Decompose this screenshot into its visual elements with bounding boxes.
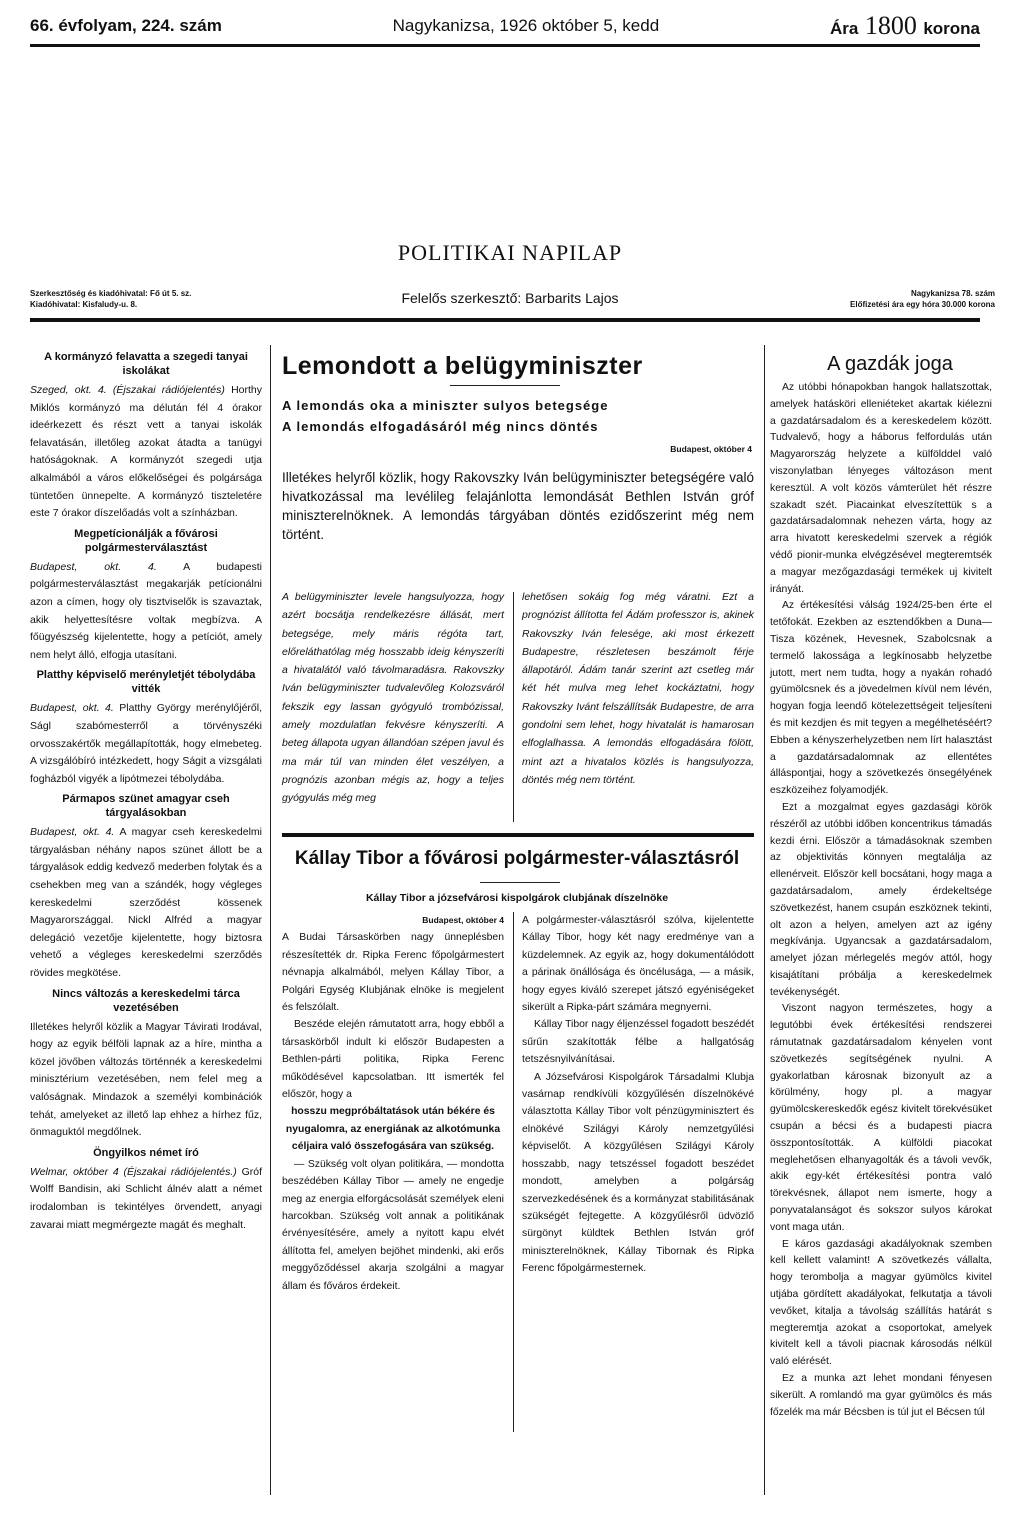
right-text-3: Ezt a mozgalmat egyes gazdasági körök részéről az utóbbi időben koncentrikus támadás kezdi érni. Először a támadásoknak szemben az objektivitás könnyen megtalálja az ellenérveit. Először kell bocsátani, hogy maga a gazdatársadalom, amely érdekeltsége szövetkezést, hanem csupán eszköznek tekinti, olt azon a helyen, amelyen azt az igény megkívánja. Ugyancsak a gazdatársadalom, amelyet józan mérlegelés megóv attól, hogy kisajátítani próbálja a kereskedelmek tevékenységét. — [770, 801, 992, 998]
section-subheadline: Kállay Tibor a józsefvárosi kispolgárok clubjának díszelnöke — [365, 892, 669, 904]
left-lead-4: Budapest, okt. 4. — [30, 826, 115, 839]
place-date: Nagykanizsa, 1926 október 5, kedd — [392, 16, 660, 35]
headline-underline — [450, 385, 560, 386]
masthead-left-notes — [30, 288, 270, 310]
left-text-6: Gróf Wolff Bandisin, aki Schlicht álnév alatt a német irodalomban is tekintélyes örvendett, anyagi zavarai miatt megmérgezte magát és meghalt. — [30, 1165, 262, 1231]
left-text-2: A budapesti polgármesterválasztást megakarják petícionálni azon a címen, hogy oly tisztviselők is szavaztak, akik helyettesítésre voltak megbízva. A főügyészség kijelentette, hogy a petíciót, amely nem helyt álló, elfogja utasítani. — [30, 560, 262, 661]
masthead-rule — [30, 318, 980, 322]
top-rule — [30, 44, 980, 47]
section-col-1 — [282, 912, 504, 1295]
main-inner-divider — [513, 592, 514, 822]
main-lead: Illetékes helyről közlik, hogy Rakovszky Iván belügyminiszter betegségére való hivatkozással ma levélileg felajánlotta lemondását Bethlen István gróf miniszterelnöknek. A lemondás tárgyában döntés ezidőszerint még nem történt. — [282, 470, 754, 542]
left-note-1: Szerkesztőség és kiadóhivatal: Fő út 5. sz. — [30, 289, 192, 298]
main-dateline: Budapest, október 4 — [670, 444, 752, 454]
left-text-4: A magyar cseh kereskedelmi tárgyalásban néhány napos szünet állott be a tárgyalások eddig kedvező mederben folytak és a csehekben meg van a szándék, hogy végleges kereskedelmi szerződést kössenek Magyarországgal. Nickl Alfréd a magyar delegáció vezetője kijelentette, hogy biztosra vehető a végleges kereskedelmi szerződés rövides megkötése. — [30, 826, 262, 980]
left-lead-6: Welmar, október 4 (Éjszakai rádiójelentés.) — [30, 1165, 237, 1178]
editor-line: Felelős szerkesztő: Barbarits Lajos — [401, 290, 619, 306]
masthead-subtitle: POLITIKAI NAPILAP — [397, 240, 623, 265]
right-text-6: Ez a munka azt lehet mondani fényesen sikerült. A romlandó ma gyar gyümölcs és más főzelék ma már Bécsben is túl jut el Bécsen túl — [770, 1373, 992, 1418]
section-inner-divider — [513, 912, 514, 1432]
right-text-1: Az utóbbi hónapokban hangok hallatszottak, amelyek hatásköri elleniéteket akartak kiélezni a gazdatársadalom és a kereskedelem között. Tudvalevő, hogy a háborus felfordulás után Magyarország helyzete a külfölddel való viszonylatban lényeges változáson ment keresztül. A volt közös vámterület hét részre szakadt szét. Piacainkat elveszítettük s a gazdatársadalomnak nehezen várta, hogy az arra hivatott kereskedelmi szervek a régiók védő pionir-munka elvégzésével megteremtsék a magyar mezőgazdasági termékek uj kivitelt irányát. — [770, 382, 992, 595]
main-headline: Lemondott a belügyminiszter — [282, 352, 643, 380]
main-subheadline-1: A lemondás oka a miniszter sulyos betegsége — [282, 398, 609, 413]
price — [830, 11, 980, 41]
left-headline-2: Megpetícionálják a fővárosi polgármesterválasztást — [74, 527, 218, 554]
right-text-2: Az értékesítési válság 1924/25-ben érte el tetőfokát. Ezekben az esztendőkben a Duna—Tisza közének, Hevesnek, Szabolcsnak a termelő lakossága a legkínosabb helyzetbe jutott, mert nem tudta, hogy a nyakán rohadó gyümölcsnek és a jövedelmen kívül nem lévén, hogyan fogja leendő kötelezettségeit teljesíteni és mit kezdjen és mit tegyen a megélhetéséért? Ebben a kényszerhelyzetben nem lírt halasztást a gazdatársadalomnak az ellentétes álláspontjai, hogy a szövetkezés önsegélyének eszközeihez folyamodjék. — [770, 600, 992, 797]
issue-number: 66. évfolyam, 224. szám — [30, 16, 222, 35]
left-column — [30, 346, 262, 1234]
right-text-5: E káros gazdasági akadályoknak szemben kell kellett valamint! A szövetkezés vállalta, hogy terombolja a magyar gyümölcs kivitel utjába gördített akadályokat, felkutatja a távoli vevőket, kitalja a távolság szállítás határát s megteremtja azokat a csoportokat, amelyek kivitelt kell a távoli piacnak károsodás nélkül való elérését. — [770, 1238, 992, 1368]
price-value: 1800 — [864, 11, 917, 40]
left-headline-1: A kormányzó felavatta a szegedi tanyai iskolákat — [44, 351, 248, 377]
section-col2-p3: A Józsefvárosi Kispolgárok Társadalmi Klubja vasárnap rendkívüli közgyűlésén díszelnökévé választotta Kállay Tibor volt pénzügyminisztert és elnökévé Szilágyi Károly nemzetgyűlési képviselőt. A közgyűlésen Szilágyi Károly hosszabb, nagy tetszéssel fogadott beszédet mondott, amelyben a polgárság szervezkedésének és a kormányzat stabilitásának szükségét fejtegette. A közgyűlésről üdvözlő sürgönyt küldtek Bethlen István gróf miniszterelnöknek, Kállay Tibornak és Ripka Ferenc főpolgármesternek. — [522, 1071, 754, 1275]
price-word: Ára — [829, 19, 859, 38]
right-headline: A gazdák joga — [827, 353, 953, 375]
section-rule — [282, 833, 754, 837]
left-lead-1: Szeged, okt. 4. (Éjszakai rádiójelentés) — [30, 384, 225, 396]
section-underline — [480, 882, 560, 883]
masthead-right-notes — [755, 288, 995, 310]
right-text-4: Viszont nagyon természetes, hogy a legutóbbi évek értékesítési rendszerei rámutatnak gazdatársadalom kényelen vont szövetkezés segítségének nyulni. A gyakorlatban károsnak bizonyult az a körülmény, hogy pl. a magyar gyümölcskereskedők egész kivitelt törekvésüket csupán a bécsi és a budapesti piacra összpontosították. A külföldi piacokat meglehetősen elhanyagolták és a távoli vevők, akik egy-két értékesítési pontra való törekvésnek, állapot nem ismerte, hogy a ponyvatalanságot és sokszor sulyos károkat vont maga után. — [770, 1003, 992, 1233]
section-col1-p3: hosszu megpróbáltatások után békére és nyugalomra, az energiának az alkotómunka céljaira való összefogására van szükség. — [285, 1106, 501, 1153]
left-headline-4: Pármapos szünet amagyar cseh tárgyalásokban — [62, 793, 230, 820]
main-text-col-2: lehetősen sokáig fog még váratni. Ezt a prognózist állította fel Ádám professzor is, akinek Rakovszky Iván felesége, aki most érkezett Budapestre, részletesen beszámolt férje állapotáról. Ádám tanár szerint azt csetleg már két hét mulva meg lehet kockáztatni, hogy Rakovszky Ivánt felszállítsák Budapestre, de arra gondolni sem lehet, hogy hivatalát is hamarosan elfoglalhassa. A lemondás elfogadására fölött, mint azt a hivatalos közlés is hangsulyozza, döntés még nem történt. — [522, 591, 754, 786]
right-column — [770, 380, 992, 1421]
left-headline-3: Platthy képviselő merényletjét tébolydába vitték — [36, 669, 256, 696]
main-text-col-1: A belügyminiszter levele hangsulyozza, hogy azért bocsátja rendelkezésre állását, mert betegsége, mely máris régóta tart, előreláthatólag még hosszabb ideig kényszeríti a hivatalától való távolmaradásra. Rakovszky Iván belügyminiszter tudvalevőleg Kolozsváról fekszik egy lassan gyógyuló trombózissal, amely mozdulatlan fekvésre kényszeríti. A beteg állapota ugyan állandóan szépen javul és ma már túl van minden élet veszélyen, a prognózis azonban mégis az, hogy a teljes gyógyulás még meg — [282, 591, 504, 805]
right-note-2: Előfizetési ára egy hóra 30.000 korona — [850, 300, 995, 309]
left-lead-3: Budapest, okt. 4. — [30, 702, 114, 715]
left-text-1: Horthy Miklós kormányzó ma délután fél 4 órakor ideérkezett és részt vett a tanyai iskolák felavatásán, illetőleg azokat átadta a tanügyi hatóságoknak. A kormányzót szegedi utja alkalmából a város előkelőségei és polgársága tüntetően ünnepelte. A kormányzó tiszteletére este 7 órakor díszelőadás volt a színházban. — [30, 384, 262, 520]
col-divider-left — [270, 345, 271, 1495]
main-subheadline-2: A lemondás elfogadásáról még nincs döntés — [282, 419, 599, 434]
col-divider-right — [764, 345, 765, 1495]
left-text-3: Platthy György merénylőjéről, Ságl szabómesterről a törvényszéki orvosszakértők megállapították, hogy elmebeteg. A vizsgálóbíró intézkedett, hogy Ságit a vizsgálati fogházból vigyék a lipótmezei tébolydába. — [30, 702, 262, 785]
section-dateline: Budapest, október 4 — [422, 915, 504, 925]
left-lead-2: Budapest, okt. 4. — [30, 560, 157, 573]
top-bar — [30, 12, 980, 40]
section-col-2 — [522, 912, 754, 1278]
price-unit: korona — [923, 19, 980, 38]
section-col2-p1: A polgármester-választásról szólva, kijelentette Kállay Tibor, hogy két nagy eredménye van a küzdelemnek. Az egyik az, hogy dokumentálódott a párinak önállósága és öncélusága, — a másik, hogy egyes kiváló szerepet játszó egyéniségeket sikerült a Ripka-párt számára megnyerni. — [522, 915, 754, 1014]
left-text-5: Illetékes helyről közlik a Magyar Távirati Irodával, hogy az egyik bélföli lapnak az a híre, mintha a közel jövőben változás történnék a kereskedelmi minisztérium vezetésében, nem felel meg a valóságnak. Mindazok a személyi kombinációk tehát, amelyeket az illető lap ehhez a hírhez fűz, önmaguktól megdőlnek. — [30, 1020, 262, 1139]
section-col1-p4: — Szükség volt olyan politikára, — mondotta beszédében Kállay Tibor — amely ne engedje meg az energia elforgácsolását személyek eleni harcokban. Szükség volt annak a politikának érvényesítésére, amely a nyitott kapu elvét állította fel, amelyen bejöhet mindenki, aki erős meggyőződéssel akarja szolgálni a magyar állam és főváros érdekeit. — [282, 1158, 504, 1292]
right-note-1: Nagykanizsa 78. szám — [910, 289, 995, 298]
left-headline-6: Öngyilkos német író — [93, 1146, 199, 1159]
section-col2-p2: Kállay Tibor nagy éljenzéssel fogadott beszédét sűrűn szakították félbe a hallgatóság tetszésnyilvánításai. — [522, 1019, 754, 1066]
left-note-2: Kiadóhivatal: Kisfaludy-u. 8. — [30, 300, 138, 309]
section-col1-p1: A Budai Társaskörben nagy ünneplésben részesítették dr. Ripka Ferenc főpolgármestert névnapja alkalmából, melyen Kállay Tibor, a Polgári Egység Klubjának elnöke is megjelent és felszólalt. — [282, 932, 504, 1014]
left-headline-5: Nincs változás a kereskedelmi tárca vezetésében — [52, 987, 240, 1014]
section-col1-p2: Beszéde elején rámutatott arra, hogy ebből a társaskörből indult ki először Budapesten a Bethlen-párti politika, Ripka Ferenc működésével kapcsolatban. Itt ismerték fel először, hogy a — [282, 1019, 504, 1101]
section-headline: Kállay Tibor a fővárosi polgármester-választásról — [294, 848, 740, 869]
